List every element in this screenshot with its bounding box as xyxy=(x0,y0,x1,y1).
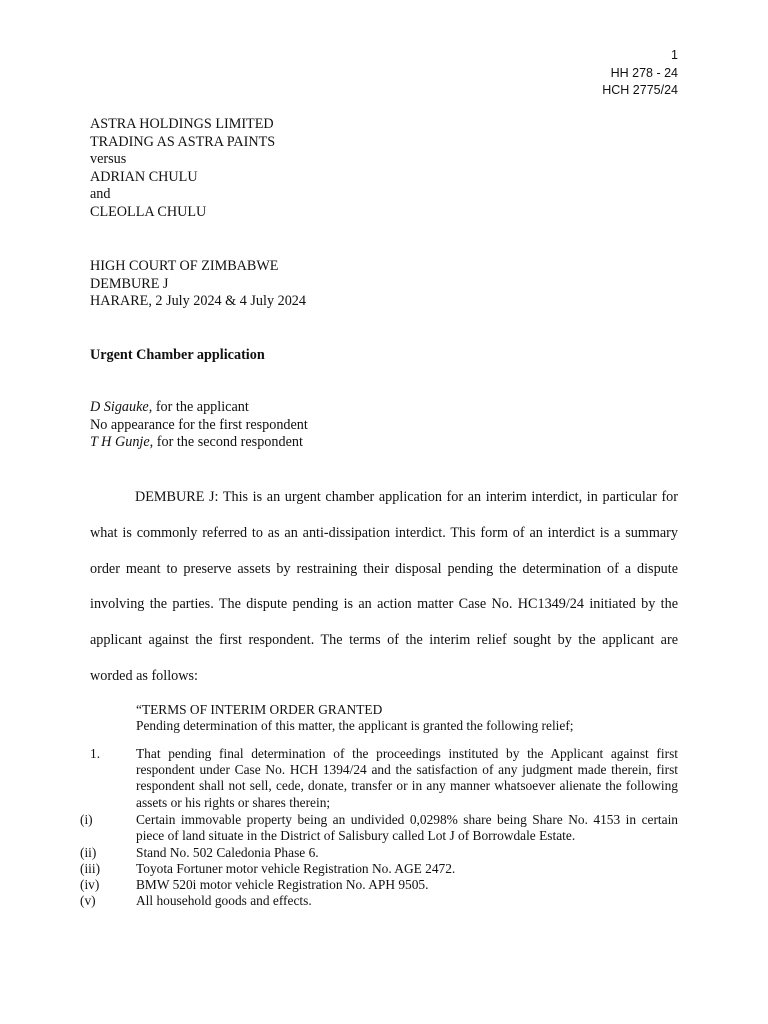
counsel-block xyxy=(90,399,308,452)
place-and-dates: HARARE, 2 July 2024 & 4 July 2024 xyxy=(90,293,306,310)
first-respondent-counsel: No appearance for the first respondent xyxy=(90,416,308,433)
first-respondent-name: ADRIAN CHULU xyxy=(90,168,198,185)
page-number: 1 xyxy=(671,48,678,62)
applicant-counsel xyxy=(90,399,308,417)
order-item-number: (i) xyxy=(80,812,93,827)
order-item-1 xyxy=(80,746,678,811)
order-item-number: (v) xyxy=(80,893,96,908)
order-item-number: (iii) xyxy=(80,861,101,876)
parties-block xyxy=(90,116,275,222)
page-header xyxy=(602,47,678,100)
order-item-text: BMW 520i motor vehicle Registration No. APH 9505. xyxy=(136,877,429,892)
order-item-i xyxy=(80,812,678,844)
order-item-number: (ii) xyxy=(80,845,97,860)
court-name: HIGH COURT OF ZIMBABWE xyxy=(90,258,279,274)
order-item-number: (iv) xyxy=(80,877,100,892)
order-item-text: That pending final determination of the proceedings instituted by the Applicant against first respondent under Case No. HCH 1394/24 and the satisfaction of any judgment made therein, first respondent shall not sell, cede, donate, transfer or in any manner whatsoever alienate the following assets or his rights or shares therein; xyxy=(136,746,678,810)
applicant-name: ASTRA HOLDINGS LIMITED xyxy=(90,116,274,132)
quoted-order-heading: “TERMS OF INTERIM ORDER GRANTED xyxy=(136,702,383,717)
second-respondent-counsel xyxy=(90,434,308,452)
order-item-iv xyxy=(80,877,678,893)
second-respondent-counsel-role: , for the second respondent xyxy=(149,434,303,451)
judgment-paragraph-text: DEMBURE J: This is an urgent chamber application for an interim interdict, in particular for what is commonly referred to as an anti-dissipation interdict. This form of an interdict is a summary order meant to preserve assets by restraining their disposal pending the determination of a dispute involving the parties. The dispute pending is an action matter Case No. HC1349/24 initiated by the applicant against the first respondent. The terms of the interim relief sought by the applicant are worded as follows: xyxy=(90,489,678,684)
order-item-iii xyxy=(80,861,678,877)
order-item-text: Certain immovable property being an undivided 0,0298% share being Share No. 4153 in certain piece of land situate in the District of Salisbury called Lot J of Borrowdale Estate. xyxy=(136,812,678,844)
second-respondent-counsel-name: T H Gunje xyxy=(90,434,150,451)
quoted-order-intro: Pending determination of this matter, the applicant is granted the following relief; xyxy=(136,718,574,734)
order-item-text: Stand No. 502 Caledonia Phase 6. xyxy=(136,845,319,860)
court-block xyxy=(90,258,306,311)
judgment-reference: HH 278 - 24 xyxy=(610,65,678,80)
application-type: Urgent Chamber application xyxy=(90,347,265,363)
judge-name: DEMBURE J xyxy=(90,275,169,292)
applicant-counsel-name: D Sigauke xyxy=(90,399,149,415)
order-item-v xyxy=(80,893,678,909)
order-item-text: Toyota Fortuner motor vehicle Registration No. AGE 2472. xyxy=(136,861,456,876)
quoted-order-heading-block xyxy=(136,702,678,734)
versus-label: versus xyxy=(90,151,127,168)
second-respondent-name: CLEOLLA CHULU xyxy=(90,203,207,220)
applicant-trading-name: TRADING AS ASTRA PAINTS xyxy=(90,133,276,150)
and-label: and xyxy=(90,186,111,203)
order-item-number: 1. xyxy=(90,746,101,761)
order-item-text: All household goods and effects. xyxy=(136,893,312,908)
order-item-ii xyxy=(80,845,678,861)
applicant-counsel-role: , for the applicant xyxy=(148,399,249,415)
judgment-paragraph xyxy=(90,480,678,695)
case-reference: HCH 2775/24 xyxy=(602,83,678,97)
